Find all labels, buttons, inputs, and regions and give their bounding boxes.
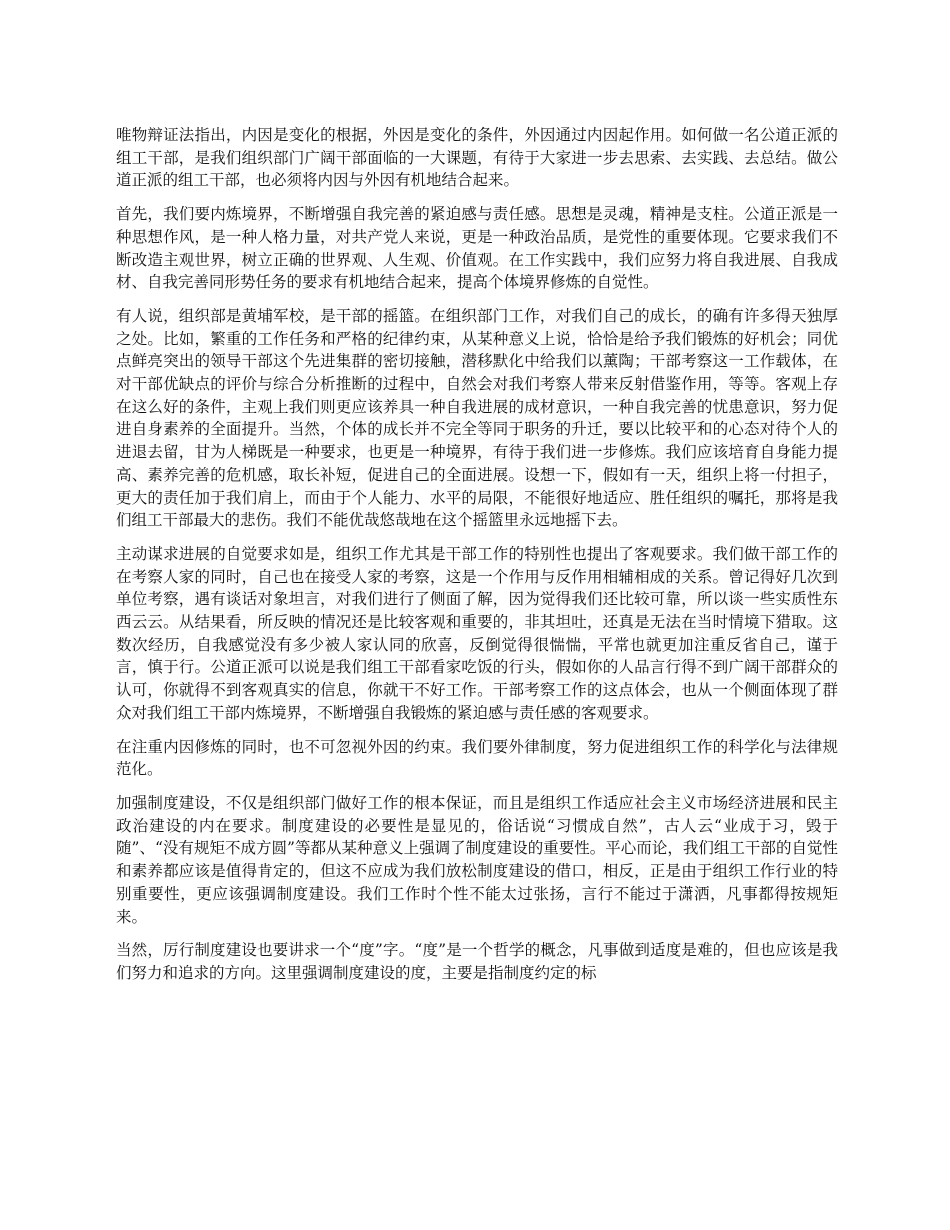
paragraph-intro: 唯物辩证法指出，内因是变化的根据，外因是变化的条件，外因通过内因起作用。如何做一名公道正派的组工干部，是我们组织部门广阔干部面临的一大课题，有待于大家进一步去思索、去实践、去总结。做公道正派的组工干部，也必须将内因与外因有机地结合起来。 <box>116 126 838 190</box>
document-body <box>116 124 838 984</box>
paragraph-degree: 当然，厉行制度建设也要讲求一个“度”字。“度”是一个哲学的概念，凡事做到适度是难的，但也应该是我们努力和追求的方向。这里强调制度建设的度，主要是指制度约定的标 <box>116 941 838 982</box>
paragraph-external-constraint: 在注重内因修炼的同时，也不可忽视外因的约束。我们要外律制度，努力促进组织工作的科学化与法律规范化。 <box>116 737 838 779</box>
paragraph-inner-cultivation: 首先，我们要内炼境界，不断增强自我完善的紧迫感与责任感。思想是灵魂，精神是支柱。公道正派是一种思想作风，是一种人格力量，对共产党人来说，更是一种政治品质，是党性的重要体现。它要求我们不断改造主观世界，树立正确的世界观、人生观、价值观。在工作实践中，我们应努力将自我进展、自我成材、自我完善同形势任务的要求有机地结合起来，提高个体境界修炼的自觉性。 <box>116 205 838 292</box>
paragraph-objective-requirement: 主动谋求进展的自觉要求如是，组织工作尤其是干部工作的特别性也提出了客观要求。我们做干部工作的在考察人家的同时，自己也在接受人家的考察，这是一个作用与反作用相辅相成的关系。曾记得好几次到单位考察，遇有谈话对象坦言，对我们进行了侧面了解，因为觉得我们还比较可靠，所以谈一些实质性东西云云。从结果看，所反映的情况还是比较客观和重要的，非其坦吐，还真是无法在当时情境下猎取。这数次经历，自我感觉没有多少被人家认同的欣喜，反倒觉得很惴惴，平常也就更加注重反省自己，谨于言，慎于行。公道正派可以说是我们组工干部看家吃饭的行头，假如你的人品言行得不到广阔干部群众的认可，你就得不到客观真实的信息，你就干不好工作。干部考察工作的这点体会，也从一个侧面体现了群众对我们组工干部内炼境界，不断增强自我锻炼的紧迫感与责任感的客观要求。 <box>116 544 838 722</box>
paragraph-organization-cradle: 有人说，组织部是黄埔军校，是干部的摇篮。在组织部门工作，对我们自己的成长，的确有许多得天独厚之处。比如，繁重的工作任务和严格的纪律约束，从某种意义上说，恰恰是给予我们锻炼的好机会；同优点鲜亮突出的领导干部这个先进集群的密切接触，潜移默化中给我们以薰陶；干部考察这一工作载体，在对干部优缺点的评价与综合分析推断的过程中，自然会对我们考察人带来反射借鉴作用，等等。客观上存在这么好的条件，主观上我们则更应该养具一种自我进展的成材意识，一种自我完善的忧患意识，努力促进自身素养的全面提升。当然，个体的成长并不完全等同于职务的升迁，要以比较平和的心态对待个人的进退去留，甘为人梯既是一种要求，也更是一种境界，有待于我们进一步修炼。我们应该培育自身能力提高、素养完善的危机感，取长补短，促进自己的全面进展。设想一下，假如有一天，组织上将一付担子，更大的责任加于我们肩上，而由于个人能力、水平的局限，不能很好地适应、胜任组织的嘱托，那将是我们组工干部最大的悲伤。我们不能优哉悠哉地在这个摇篮里永远地摇下去。 <box>116 306 838 530</box>
paragraph-system-building: 加强制度建设，不仅是组织部门做好工作的根本保证，而且是组织工作适应社会主义市场经济进展和民主政治建设的内在要求。制度建设的必要性是显见的，俗话说“习惯成自然”，古人云“业成于习，毁于随”、“没有规矩不成方圆”等都从某种意义上强调了制度建设的重要性。平心而论，我们组工干部的自觉性和素养都应该是值得肯定的，但这不应成为我们放松制度建设的借口，相反，正是由于组织工作行业的特别重要性，更应该强调制度建设。我们工作时个性不能太过张扬，言行不能过于潇洒，凡事都得按规矩来。 <box>116 793 838 926</box>
